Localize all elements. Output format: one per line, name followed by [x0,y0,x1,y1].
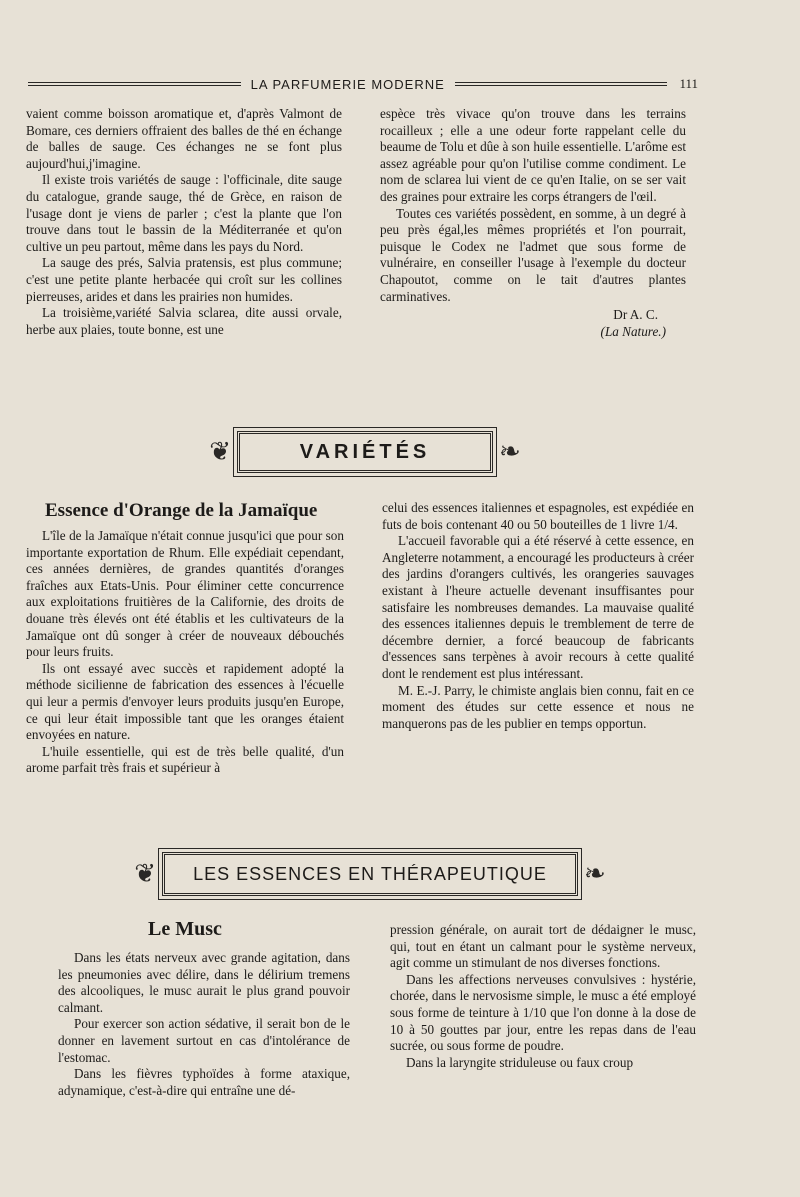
musc-article-title: Le Musc [148,918,222,940]
fleuron-right-icon: ❧ [499,437,521,466]
header-rule-right [455,82,668,86]
running-header [28,74,698,94]
paragraph: celui des essences italiennes et espagnoles, est expédiée en futs de bois contenant 40 ou 50 bouteilles de 1 livre 1/4. [382,500,694,532]
orange-column-right [382,500,694,732]
paragraph: M. E.-J. Parry, le chimiste anglais bien connu, fait en ce moment des études sur cette essence et nous ne manquerons pas de les publier en temps opportun. [382,682,694,731]
fleuron-right-icon: ❧ [584,859,606,888]
musc-column-right [390,922,696,1071]
paragraph: vaient comme boisson aromatique et, d'après Valmont de Bomare, ces derniers offraient des balles de thé en échange de balles de sauge. Ces échanges ne se font plus aujourd'hui,j'imagine. [26,106,342,171]
therapeutique-heading-box [162,852,578,896]
sauge-column-right [380,106,686,340]
paragraph: Dans les fièvres typhoïdes à forme ataxique, adynamique, c'est-à-dire qui entraîne une dé- [58,1066,350,1098]
orange-article-title: Essence d'Orange de la Jamaïque [45,500,318,521]
musc-column-left [58,950,350,1099]
paragraph: Dans les états nerveux avec grande agitation, dans les pneumonies avec délire, dans le délirium tremens des alcooliques, le musc aurait le plus grand pouvoir calmant. [58,950,350,1015]
paragraph: L'huile essentielle, qui est de très belle qualité, d'un arome parfait très frais et supérieur à [26,743,344,776]
orange-column-left [26,528,344,777]
paragraph: Pour exercer son action sédative, il serait bon de le donner en lavement surtout en cas d'intolérance de l'estomac. [58,1016,350,1065]
paragraph: Toutes ces variétés possèdent, en somme, à un degré à peu près égal,les mêmes propriétés et l'on pourrait, puisque le Codex ne l'admet que sous forme de vulnéraire, en conseiller l'usage à l'exemple du docteur Chapoutot, comme on le tait d'autres plantes carminatives. [380,205,686,304]
paragraph: La sauge des prés, Salvia pratensis, est plus commune; c'est une petite plante herbacée qui croît sur les collines pierreuses, arides et dans les prairies non humides. [26,255,342,304]
therapeutique-banner [125,848,615,900]
varietes-banner [200,428,530,476]
varietes-heading-box [237,431,493,473]
paragraph: L'accueil favorable qui a été réservé à cette essence, en Angleterre notamment, a encouragé les producteurs à créer des jardins d'orangers cultivés, les orangeries sauvages existant à l'heure actuelle devenant insuffisantes pour satisfaire les nombreuses demandes. La mauvaise qualité des essences italiennes depuis le tremblement de terre de décembre dernier, a forcé beaucoup de fabricants d'essences sans terpènes à avoir recours à cette qualité dont le rendement est plus intéressant. [382,533,694,681]
paragraph: pression générale, on aurait tort de dédaigner le musc, qui, tout en étant un calmant pour le système nerveux, agit comme un stimulant de nos diverses fonctions. [390,922,696,971]
author-signature: Dr A. C. [613,307,658,323]
page-number: 111 [679,76,699,91]
varietes-heading: VARIÉTÉS [299,440,431,463]
fleuron-left-icon: ❦ [209,437,231,466]
paragraph: L'île de la Jamaïque n'était connue jusqu'ici que pour son importante exportation de Rhum. Elle expédiait cependant, ces années dernières, de grandes quantités d'oranges fraîches aux Etats-Unis. Pour éliminer cette concurrence aux exploitations fruitières de la Californie, des droits de douane très élevés ont été établis et les cultivateurs de la Jamaïque ont dû songer à créer de nouveaux débouchés pour leurs fruits. [26,528,344,660]
journal-title: LA PARFUMERIE MODERNE [250,76,445,92]
source-citation: (La Nature.) [600,323,666,339]
paragraph: Il existe trois variétés de sauge : l'officinale, dite sauge du catalogue, grande sauge, thé de Grèce, en raison de l'usage dont je viens de parler ; c'est la plante que l'on trouve dans tout le bassin de la Méditerranée et qu'on cultive un peu partout, même dans les pays du Nord. [26,172,342,254]
paragraph: La troisième,variété Salvia sclarea, dite aussi orvale, herbe aux plaies, toute bonne, est une [26,305,342,337]
sauge-column-left [26,106,342,338]
therapeutique-heading: LES ESSENCES EN THÉRAPEUTIQUE [193,863,547,884]
paragraph: Dans la laryngite striduleuse ou faux croup [406,1054,634,1070]
paragraph: Ils ont essayé avec succès et rapidement adopté la méthode sicilienne de fabrication des essences à l'écuelle qui leur a permis d'envoyer leurs produits jusqu'en Europe, ce qui leur était impossible tant que les oranges étaient envoyées en nature. [26,660,344,743]
paragraph: Dans les affections nerveuses convulsives : hystérie, chorée, dans le nervosisme simple, le musc a été employé sous forme de teinture à 1/10 que l'on donne à la dose de 10 à 50 gouttes par jour, entre les repas dans de l'eau sucrée, ou sous forme de poudre. [390,971,696,1054]
paragraph: espèce très vivace qu'on trouve dans les terrains rocailleux ; elle a une odeur forte rappelant celle du beaume de Tolu et dûe à son huile essentielle. L'arôme est assez agréable pour qu'on l'utilise comme condiment. Le nom de sclarea lui vient de ce qu'en Italie, on se ser vait des graines pour extraire les corps étrangers de l'œil. [380,106,686,204]
fleuron-left-icon: ❦ [134,859,156,888]
header-rule-left [28,82,241,86]
